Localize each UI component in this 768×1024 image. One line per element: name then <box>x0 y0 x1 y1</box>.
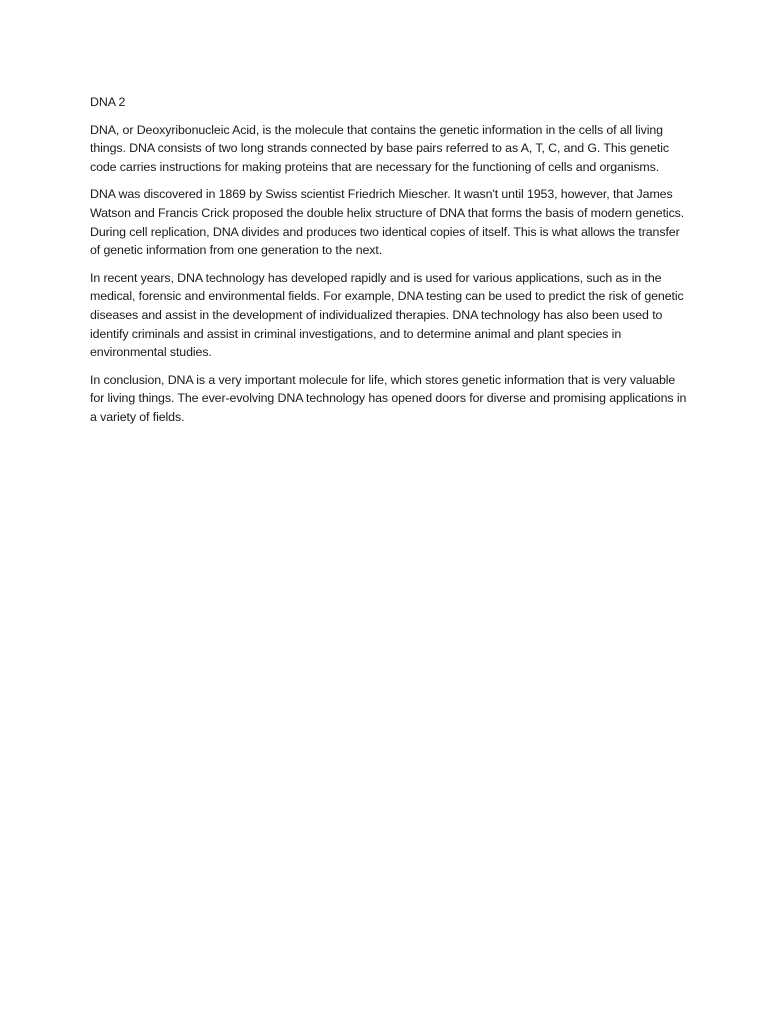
paragraph-history: DNA was discovered in 1869 by Swiss scientist Friedrich Miescher. It wasn't until 1953, however, that James Watson and Francis Crick proposed the double helix structure of DNA that forms the basis of modern genetics. During cell replication, DNA divides and produces two identical copies of itself. This is what allows the transfer of genetic information from one generation to the next. <box>90 187 685 258</box>
document-body <box>90 93 690 436</box>
paragraph-intro: DNA, or Deoxyribonucleic Acid, is the molecule that contains the genetic information in the cells of all living things. DNA consists of two long strands connected by base pairs referred to as A, T, C, and G. This genetic code carries instructions for making proteins that are necessary for the functioning of cells and organisms. <box>90 122 669 174</box>
paragraph-conclusion: In conclusion, DNA is a very important molecule for life, which stores genetic information that is very valuable for living things. The ever-evolving DNA technology has opened doors for diverse and promising applications in a variety of fields. <box>90 372 687 424</box>
paragraph-applications: In recent years, DNA technology has developed rapidly and is used for various applications, such as in the medical, forensic and environmental fields. For example, DNA testing can be used to predict the risk of genetic diseases and assist in the development of individualized therapies. DNA technology has also been used to identify criminals and assist in criminal investigations, and to determine animal and plant species in environmental studies. <box>90 270 684 360</box>
document-title: DNA 2 <box>90 95 126 109</box>
